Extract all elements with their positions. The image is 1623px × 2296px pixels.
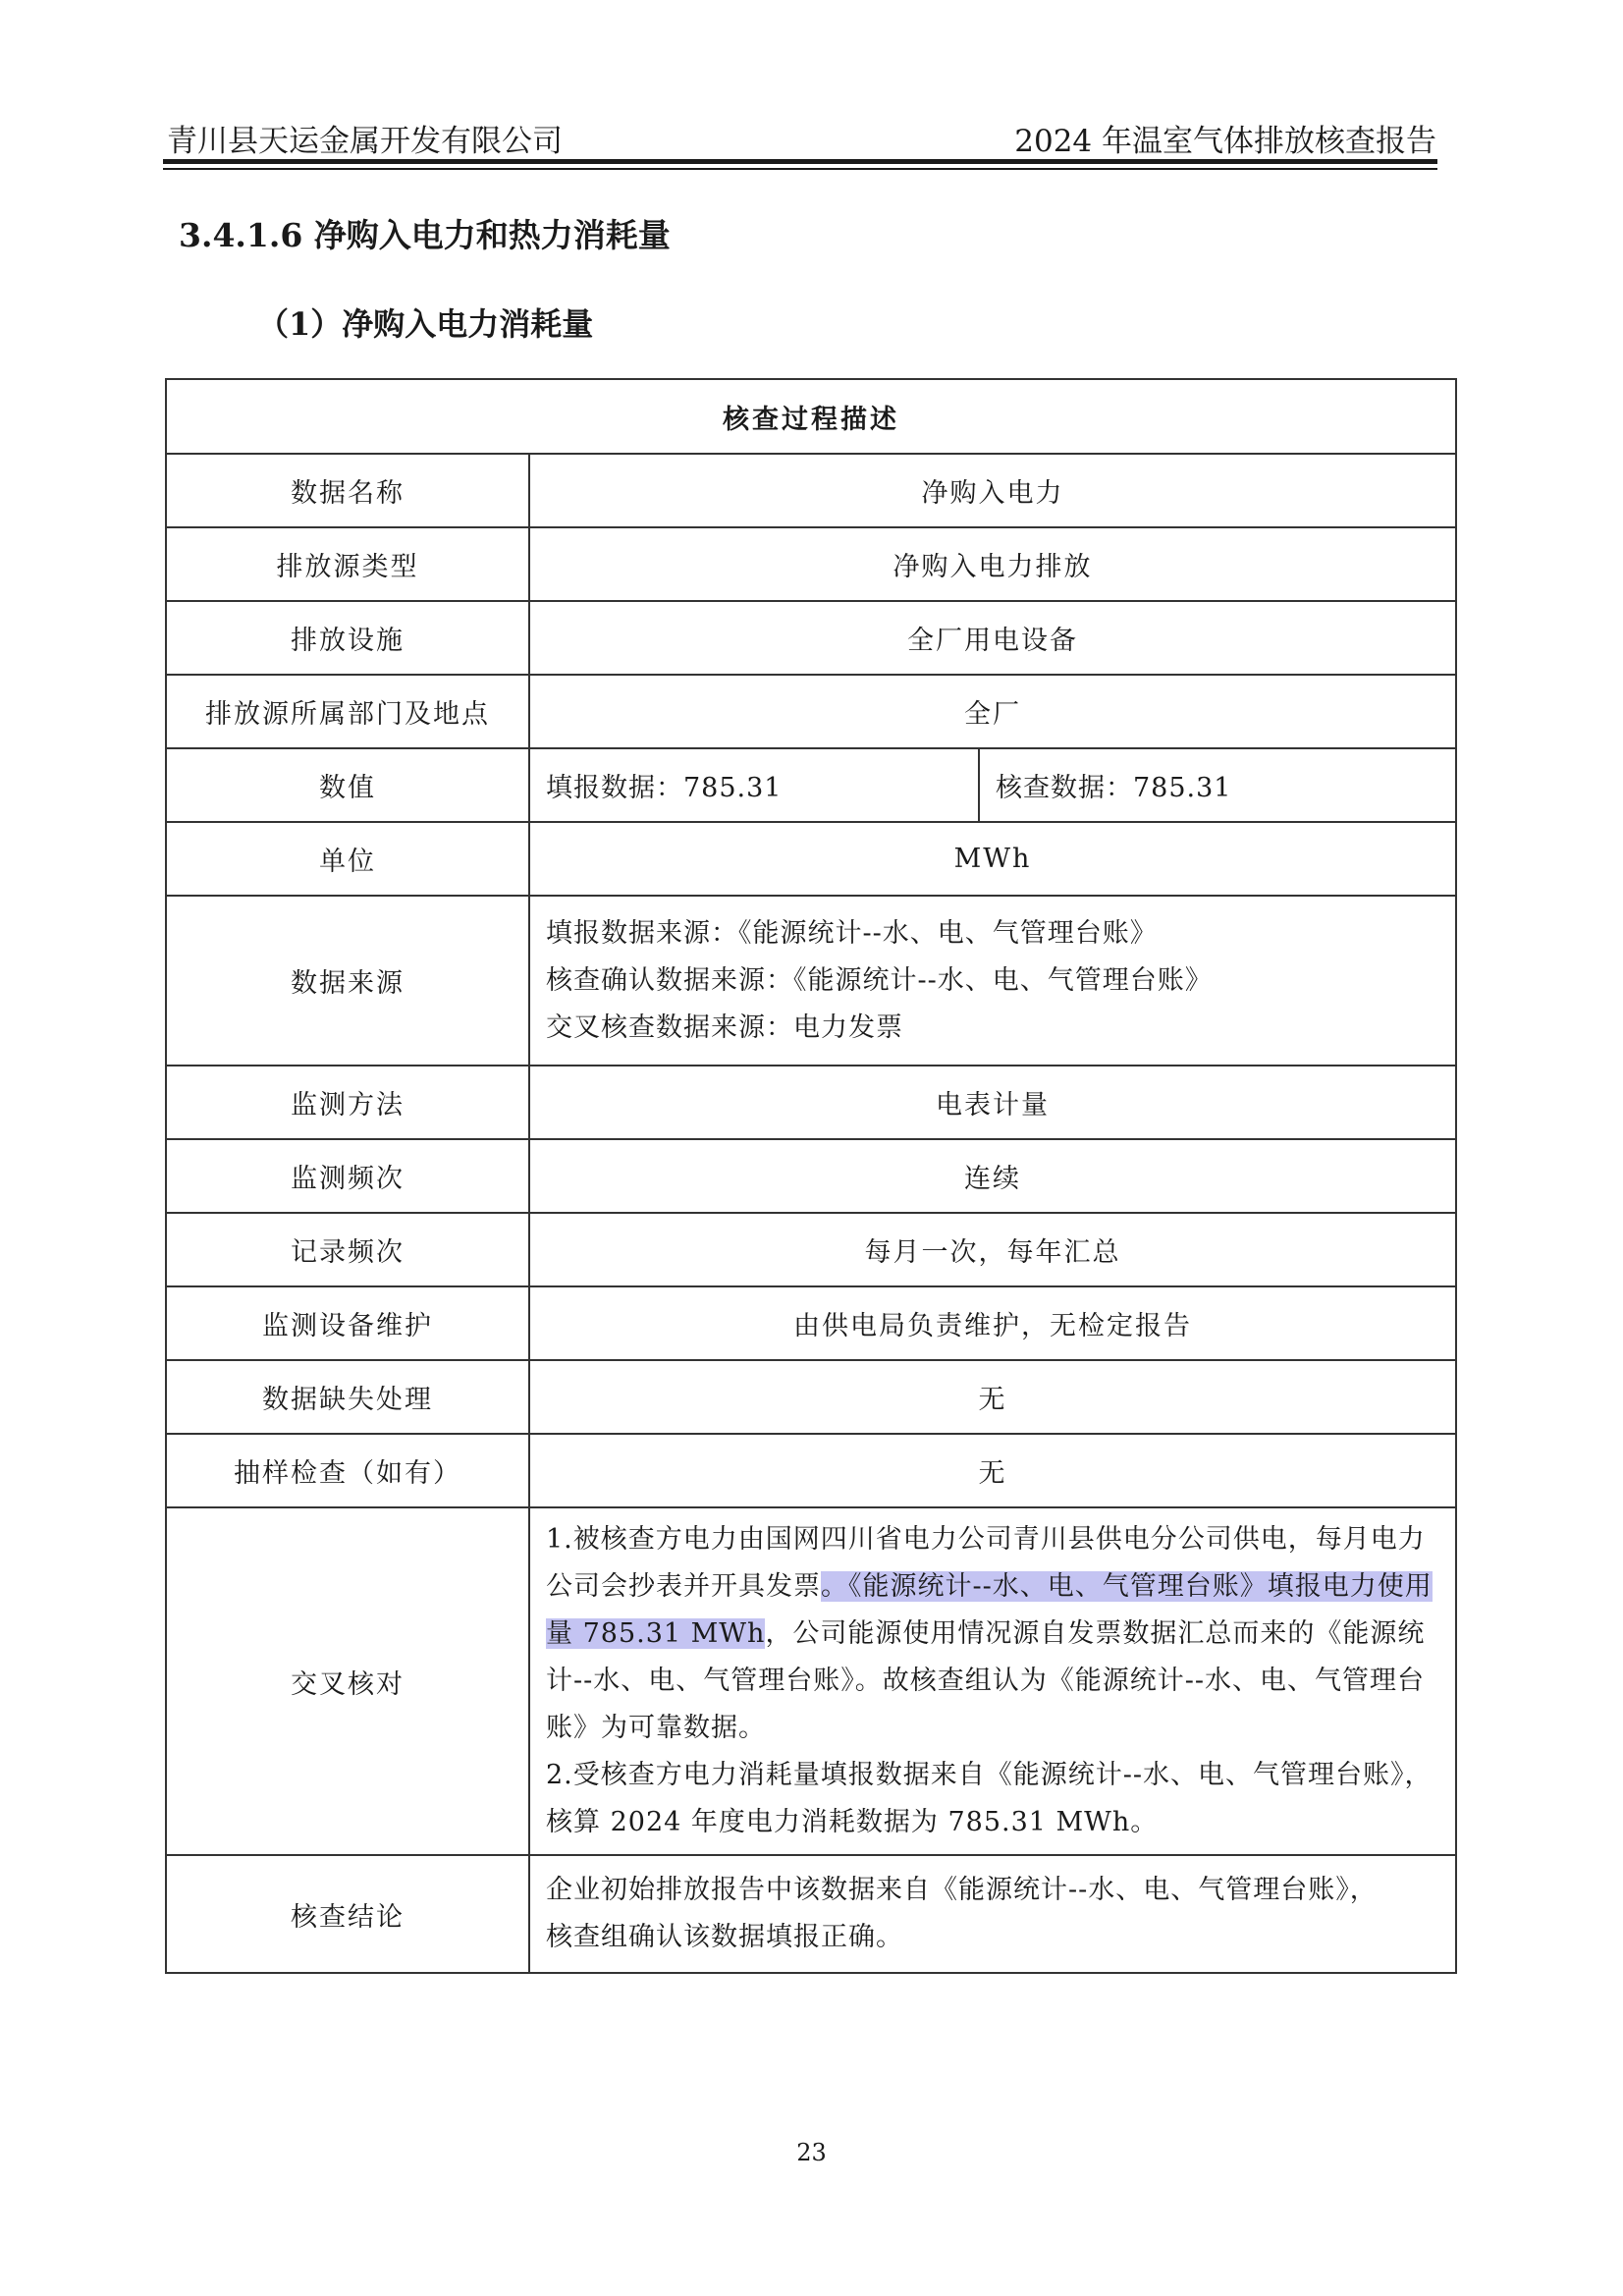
source-line: 交叉核查数据来源：电力发票: [546, 1011, 903, 1043]
row-label: 核查结论: [166, 1855, 529, 1973]
table-title: 核查过程描述: [166, 379, 1456, 454]
table-row: [166, 675, 1456, 748]
header-rule-thin: [163, 168, 1437, 170]
row-label: 交叉核对: [166, 1507, 529, 1855]
row-label: 监测方法: [166, 1066, 529, 1139]
table-title-row: [166, 379, 1456, 454]
table-row: [166, 1507, 1456, 1855]
row-label: 数据名称: [166, 454, 529, 527]
row-label: 单位: [166, 822, 529, 896]
row-value: MWh: [529, 822, 1456, 896]
table-row: [166, 601, 1456, 675]
cross-check-cell: [529, 1507, 1456, 1855]
cross-check-para2: 2.受核查方电力消耗量填报数据来自《能源统计--水、电、气管理台账》，核算 2024 年度电力消耗数据为 785.31 MWh。: [546, 1760, 1433, 1837]
row-label: 数据来源: [166, 896, 529, 1066]
row-label: 数值: [166, 748, 529, 822]
table-row: [166, 1213, 1456, 1286]
table-row: [166, 1066, 1456, 1139]
page-number: 23: [796, 2139, 827, 2166]
subsection-title: （1）净购入电力消耗量: [257, 305, 594, 343]
header-rule-thick: [163, 159, 1437, 164]
table-row: [166, 1855, 1456, 1973]
table-row: [166, 1360, 1456, 1434]
section-title: 3.4.1.6 净购入电力和热力消耗量: [179, 216, 671, 254]
source-line: 填报数据来源：《能源统计--水、电、气管理台账》: [546, 917, 1158, 949]
row-value: 全厂用电设备: [529, 601, 1456, 675]
table-row: [166, 896, 1456, 1066]
table-row: [166, 454, 1456, 527]
header-report-title: 2024 年温室气体排放核查报告: [1014, 124, 1436, 159]
conclusion-cell: [529, 1855, 1456, 1973]
row-value: 全厂: [529, 675, 1456, 748]
row-label: 监测设备维护: [166, 1286, 529, 1360]
cross-check-text: 1.被核查方电力由国网四川省电力公司青川县供电分公司供电，每月电力公司会抄表并开具发票: [546, 1524, 1426, 1602]
row-label: 排放设施: [166, 601, 529, 675]
conclusion-line: 核查组确认该数据填报正确。: [546, 1922, 903, 1952]
row-value: 净购入电力: [529, 454, 1456, 527]
row-value: 每月一次，每年汇总: [529, 1213, 1456, 1286]
table-row: [166, 1286, 1456, 1360]
reported-value: 填报数据：785.31: [529, 748, 979, 822]
header-company: 青川县天运金属开发有限公司: [167, 124, 563, 159]
verified-value: 核查数据：785.31: [979, 748, 1456, 822]
cross-check-text: ，公司能源使用情况源自发票数据汇总而来的《能源统计--水、电、气管理台账》。故核查组认为《能源统计--水、电、气管理台账》为可靠数据。: [546, 1618, 1426, 1743]
row-value: 电表计量: [529, 1066, 1456, 1139]
source-line: 核查确认数据来源：《能源统计--水、电、气管理台账》: [546, 964, 1213, 996]
row-label: 排放源所属部门及地点: [166, 675, 529, 748]
row-value: 连续: [529, 1139, 1456, 1213]
table-row: [166, 527, 1456, 601]
table-row: [166, 822, 1456, 896]
conclusion-line: 企业初始排放报告中该数据来自《能源统计--水、电、气管理台账》，: [546, 1875, 1378, 1905]
table-row: [166, 748, 1456, 822]
verification-table: [165, 378, 1457, 1974]
table-row: [166, 1434, 1456, 1507]
row-value: 无: [529, 1434, 1456, 1507]
data-source-cell: [529, 896, 1456, 1066]
row-value: 无: [529, 1360, 1456, 1434]
row-value: 由供电局负责维护，无检定报告: [529, 1286, 1456, 1360]
row-label: 监测频次: [166, 1139, 529, 1213]
cross-check-highlight: 。《能源统计--水、电、气管理台账》填报电力使用量 785.31 MWh: [546, 1571, 1433, 1649]
row-label: 数据缺失处理: [166, 1360, 529, 1434]
row-value: 净购入电力排放: [529, 527, 1456, 601]
row-label: 排放源类型: [166, 527, 529, 601]
row-label: 记录频次: [166, 1213, 529, 1286]
table-row: [166, 1139, 1456, 1213]
row-label: 抽样检查（如有）: [166, 1434, 529, 1507]
